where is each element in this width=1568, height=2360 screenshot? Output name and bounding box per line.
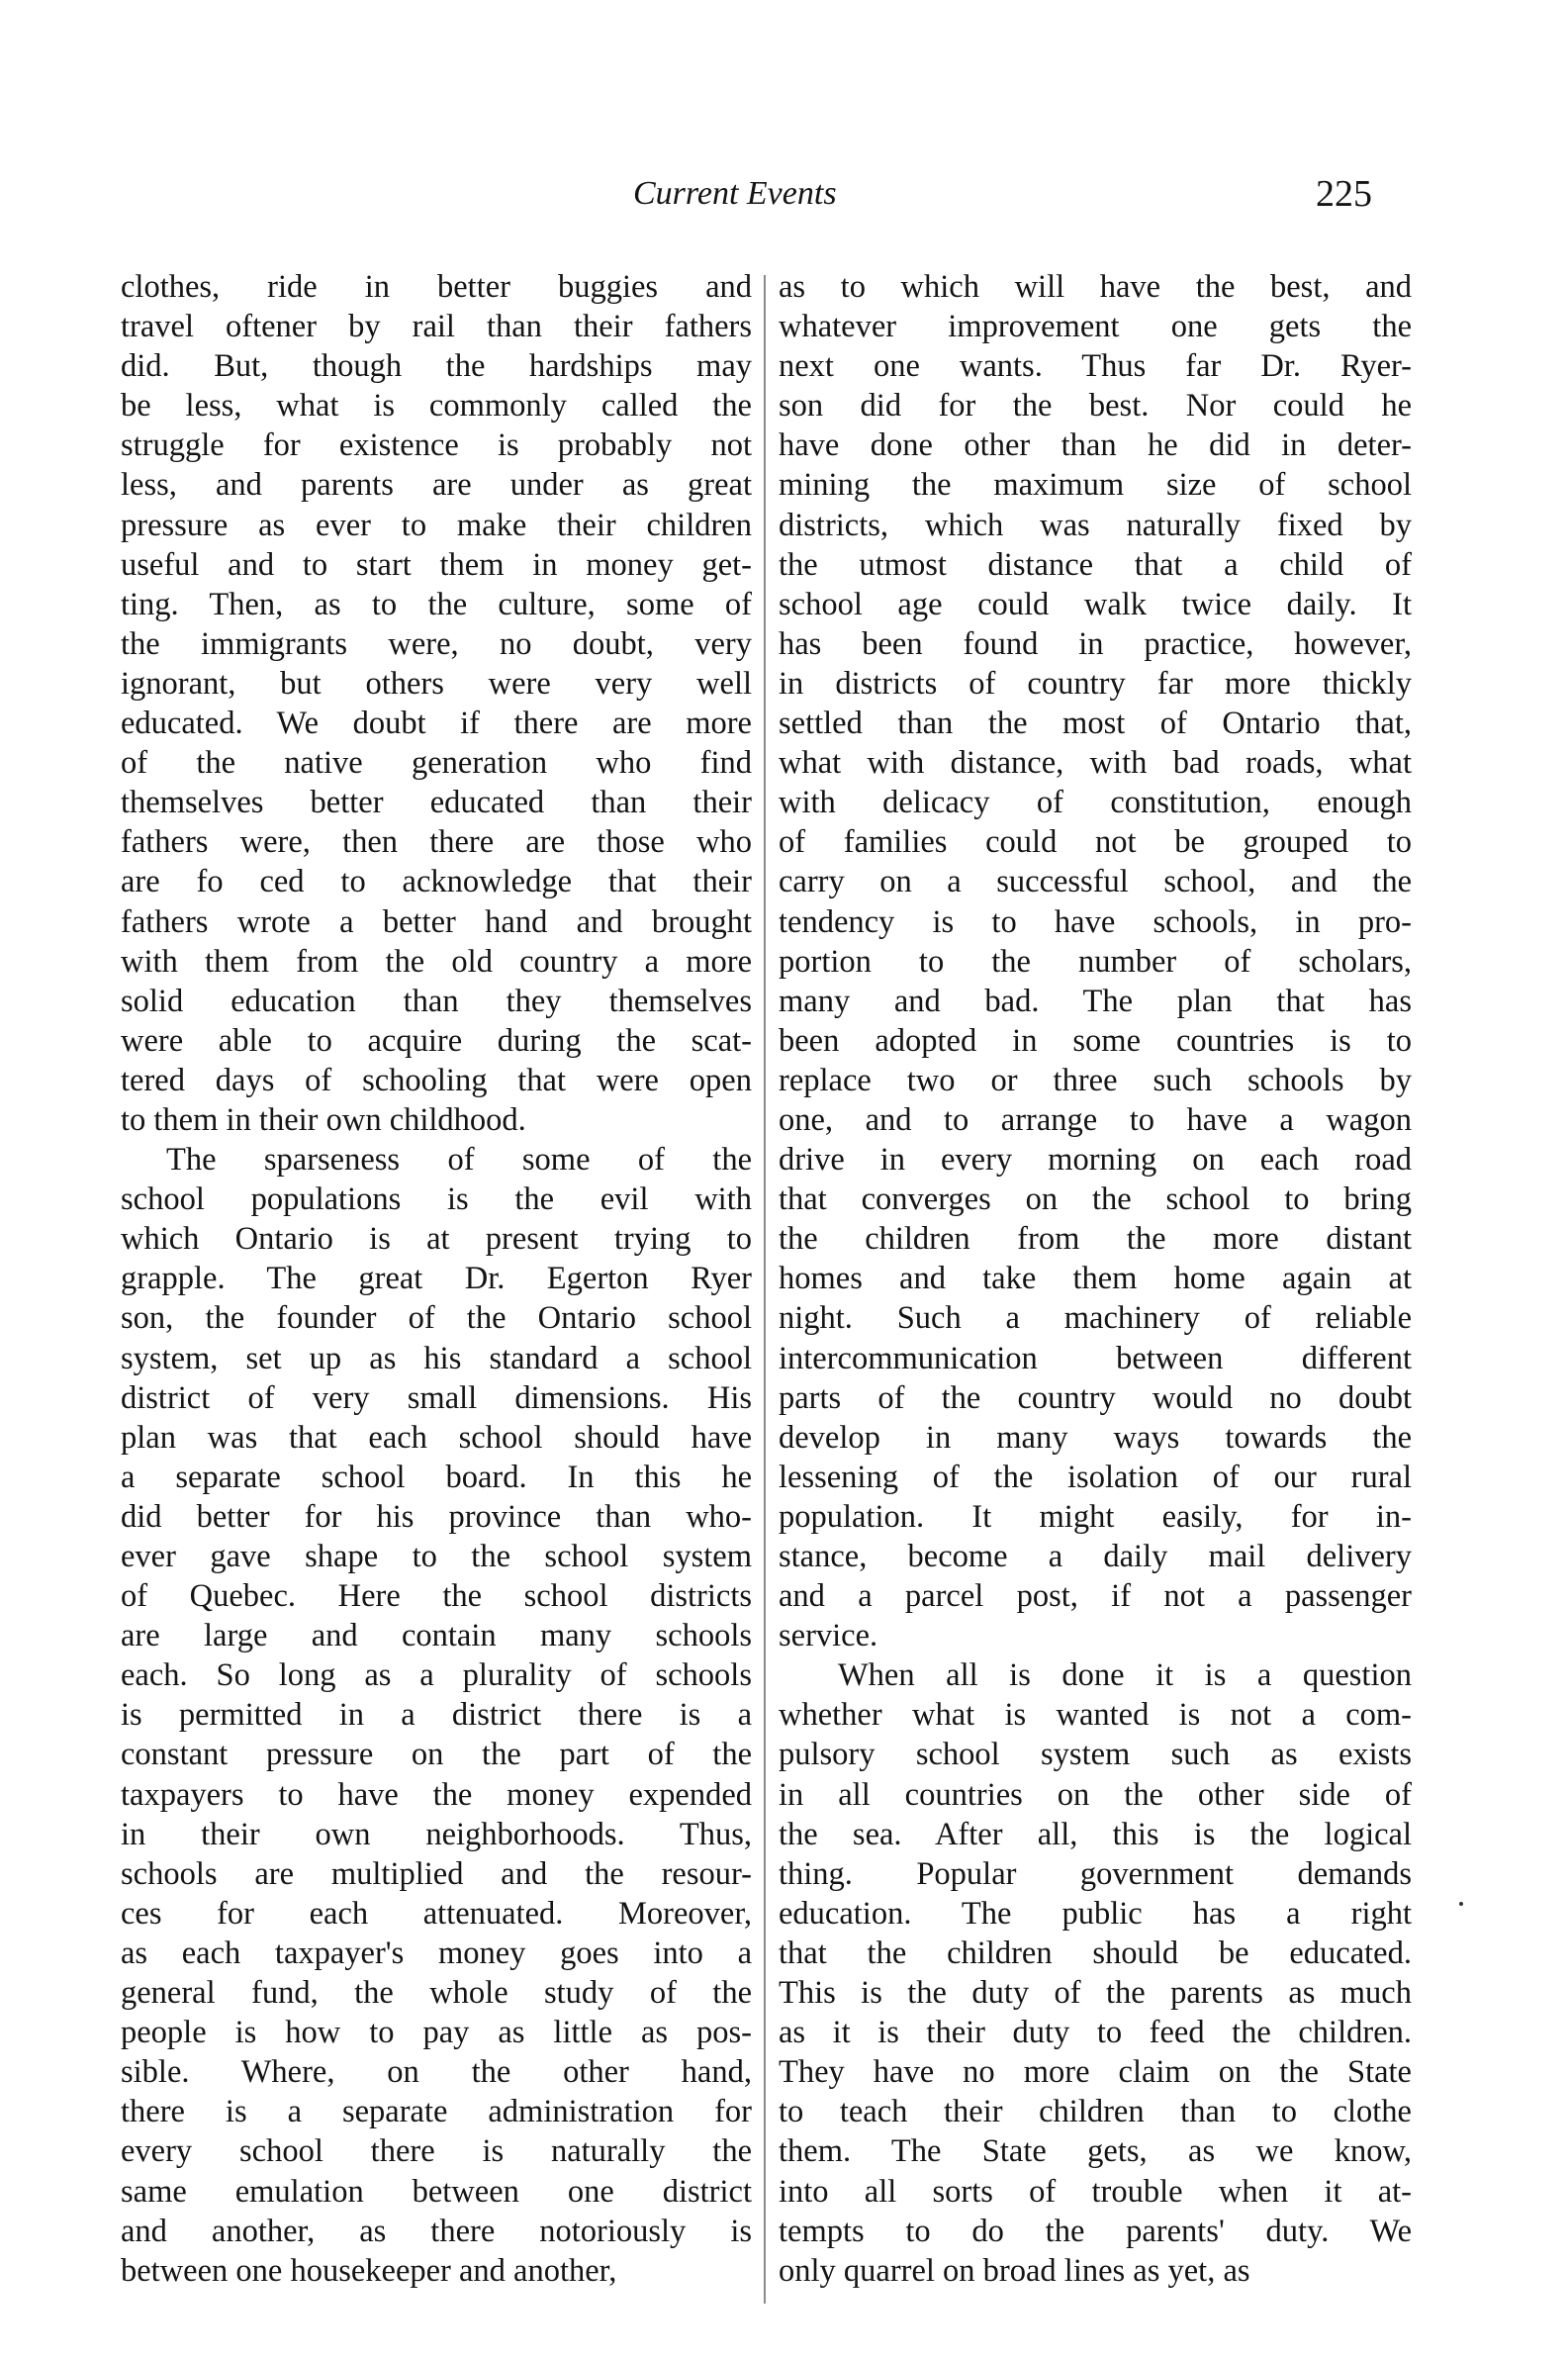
right-column-line: been adopted in some countries is to <box>779 1022 1412 1059</box>
running-title: Current Events <box>633 175 837 212</box>
left-column-line: solid education than they themselves <box>121 983 752 1019</box>
right-column-line: and a parcel post, if not a passenger <box>779 1578 1412 1615</box>
left-column-line: are large and contain many schools <box>121 1618 752 1654</box>
left-column-line: schools are multiplied and the resour- <box>121 1855 752 1892</box>
ink-speck <box>1459 1902 1463 1906</box>
left-column-line: system, set up as his standard a school <box>121 1340 752 1376</box>
right-column-line: the children from the more distant <box>779 1221 1412 1258</box>
left-column-line: of Quebec. Here the school districts <box>121 1578 752 1615</box>
right-column-line: When all is done it is a question <box>838 1657 1412 1694</box>
left-column-line: of the native generation who find <box>121 745 752 782</box>
right-column-line: drive in every morning on each road <box>779 1142 1412 1179</box>
right-column-line: intercommunication between different <box>779 1340 1412 1376</box>
right-column-line: has been found in practice, however, <box>779 625 1412 662</box>
right-column-line: service. <box>779 1618 878 1654</box>
right-column-line: This is the duty of the parents as much <box>779 1975 1412 2012</box>
left-column-line: taxpayers to have the money expended <box>121 1776 752 1813</box>
right-column-line: many and bad. The plan that has <box>779 983 1412 1019</box>
right-column-line: the utmost distance that a child of <box>779 546 1412 583</box>
left-column-line: less, and parents are under as great <box>121 467 752 504</box>
right-column-line: in all countries on the other side of <box>779 1776 1412 1813</box>
left-column-line: a separate school board. In this he <box>121 1459 752 1495</box>
left-column-line: did better for his province than who- <box>121 1498 752 1535</box>
left-column-line: every school there is naturally the <box>121 2133 752 2170</box>
right-column-line: They have no more claim on the State <box>779 2054 1412 2091</box>
right-column-line: school age could walk twice daily. It <box>779 586 1412 622</box>
column-divider <box>764 275 766 2304</box>
right-column-line: tempts to do the parents' duty. We <box>779 2213 1412 2249</box>
left-column-line: there is a separate administration for <box>121 2094 752 2130</box>
right-column-line: as to which will have the best, and <box>779 269 1412 305</box>
right-column-line: that converges on the school to bring <box>779 1181 1412 1218</box>
left-column-line: is permitted in a district there is a <box>121 1697 752 1734</box>
left-column-line: the immigrants were, no doubt, very <box>121 625 752 662</box>
right-column-line: next one wants. Thus far Dr. Ryer- <box>779 348 1412 385</box>
right-column-line: whether what is wanted is not a com- <box>779 1697 1412 1734</box>
left-column-line: constant pressure on the part of the <box>121 1737 752 1773</box>
right-column-line: night. Such a machinery of reliable <box>779 1300 1412 1337</box>
left-column-line: The sparseness of some of the <box>166 1142 752 1179</box>
left-column-line: struggle for existence is probably not <box>121 427 752 464</box>
left-column-line: each. So long as a plurality of schools <box>121 1657 752 1694</box>
right-column-line: the sea. After all, this is the logical <box>779 1816 1412 1852</box>
right-column-line: parts of the country would no doubt <box>779 1379 1412 1416</box>
left-column-line: with them from the old country a more <box>121 943 752 980</box>
right-column-line: them. The State gets, as we know, <box>779 2133 1412 2170</box>
right-column-line: settled than the most of Ontario that, <box>779 706 1412 742</box>
left-column-line: fathers wrote a better hand and brought <box>121 903 752 940</box>
right-column-line: into all sorts of trouble when it at- <box>779 2173 1412 2210</box>
right-column-line: carry on a successful school, and the <box>779 864 1412 900</box>
right-column-line: pulsory school system such as exists <box>779 1737 1412 1773</box>
right-column-line: only quarrel on broad lines as yet, as <box>779 2252 1250 2289</box>
left-column-line: and another, as there notoriously is <box>121 2213 752 2249</box>
right-column-line: replace two or three such schools by <box>779 1062 1412 1098</box>
left-column-line: themselves better educated than their <box>121 785 752 821</box>
right-column-line: to teach their children than to clothe <box>779 2094 1412 2130</box>
right-column-line: lessening of the isolation of our rural <box>779 1459 1412 1495</box>
left-column-line: be less, what is commonly called the <box>121 388 752 425</box>
right-column-line: stance, become a daily mail delivery <box>779 1539 1412 1574</box>
left-column-line: ting. Then, as to the culture, some of <box>121 586 752 622</box>
left-column-line: ces for each attenuated. Moreover, <box>121 1895 752 1932</box>
left-column-line: to them in their own childhood. <box>121 1101 526 1138</box>
left-column-line: same emulation between one district <box>121 2173 752 2210</box>
left-column-line: as each taxpayer's money goes into a <box>121 1935 752 1971</box>
page-number: 225 <box>1316 173 1372 215</box>
left-column-line: which Ontario is at present trying to <box>121 1221 752 1258</box>
right-column-line: with delicacy of constitution, enough <box>779 785 1412 821</box>
right-column-line: districts, which was naturally fixed by <box>779 507 1412 543</box>
left-column-line: ignorant, but others were very well <box>121 665 752 702</box>
right-column-line: tendency is to have schools, in pro- <box>779 903 1412 940</box>
right-column <box>779 267 1412 2291</box>
left-column-line: in their own neighborhoods. Thus, <box>121 1816 752 1852</box>
right-column-line: portion to the number of scholars, <box>779 943 1412 980</box>
right-column-line: whatever improvement one gets the <box>779 309 1412 345</box>
left-column-line: grapple. The great Dr. Egerton Ryer <box>121 1261 752 1297</box>
left-column-line: district of very small dimensions. His <box>121 1379 752 1416</box>
left-column-line: clothes, ride in better buggies and <box>121 269 752 305</box>
left-column-line: ever gave shape to the school system <box>121 1539 752 1574</box>
right-column-line: mining the maximum size of school <box>779 467 1412 504</box>
left-column-line: travel oftener by rail than their fathers <box>121 309 752 345</box>
left-column-line: are fo ced to acknowledge that their <box>121 864 752 900</box>
right-column-line: thing. Popular government demands <box>779 1855 1412 1892</box>
right-column-line: what with distance, with bad roads, what <box>779 745 1412 782</box>
left-column-line: fathers were, then there are those who <box>121 824 752 861</box>
left-column-line: useful and to start them in money get- <box>121 546 752 583</box>
right-column-line: one, and to arrange to have a wagon <box>779 1101 1412 1138</box>
right-column-line: son did for the best. Nor could he <box>779 388 1412 425</box>
left-column-line: general fund, the whole study of the <box>121 1975 752 2012</box>
left-column-line: tered days of schooling that were open <box>121 1062 752 1098</box>
right-column-line: homes and take them home again at <box>779 1261 1412 1297</box>
left-column-line: did. But, though the hardships may <box>121 348 752 385</box>
left-column-line: school populations is the evil with <box>121 1181 752 1218</box>
left-column-line: son, the founder of the Ontario school <box>121 1300 752 1337</box>
right-column-line: of families could not be grouped to <box>779 824 1412 861</box>
right-column-line: education. The public has a right <box>779 1895 1412 1932</box>
right-column-line: in districts of country far more thickly <box>779 665 1412 702</box>
left-column-line: plan was that each school should have <box>121 1419 752 1456</box>
page-header <box>0 174 1568 224</box>
right-column-line: population. It might easily, for in- <box>779 1498 1412 1535</box>
right-column-line: that the children should be educated. <box>779 1935 1412 1971</box>
left-column-line: sible. Where, on the other hand, <box>121 2054 752 2091</box>
left-column-line: people is how to pay as little as pos- <box>121 2015 752 2051</box>
right-column-line: as it is their duty to feed the children. <box>779 2015 1412 2051</box>
right-column-line: have done other than he did in deter- <box>779 427 1412 464</box>
left-column-line: pressure as ever to make their children <box>121 507 752 543</box>
left-column-line: educated. We doubt if there are more <box>121 706 752 742</box>
left-column-line: were able to acquire during the scat- <box>121 1022 752 1059</box>
right-column-line: develop in many ways towards the <box>779 1419 1412 1456</box>
left-column <box>121 267 752 2291</box>
left-column-line: between one housekeeper and another, <box>121 2252 617 2289</box>
